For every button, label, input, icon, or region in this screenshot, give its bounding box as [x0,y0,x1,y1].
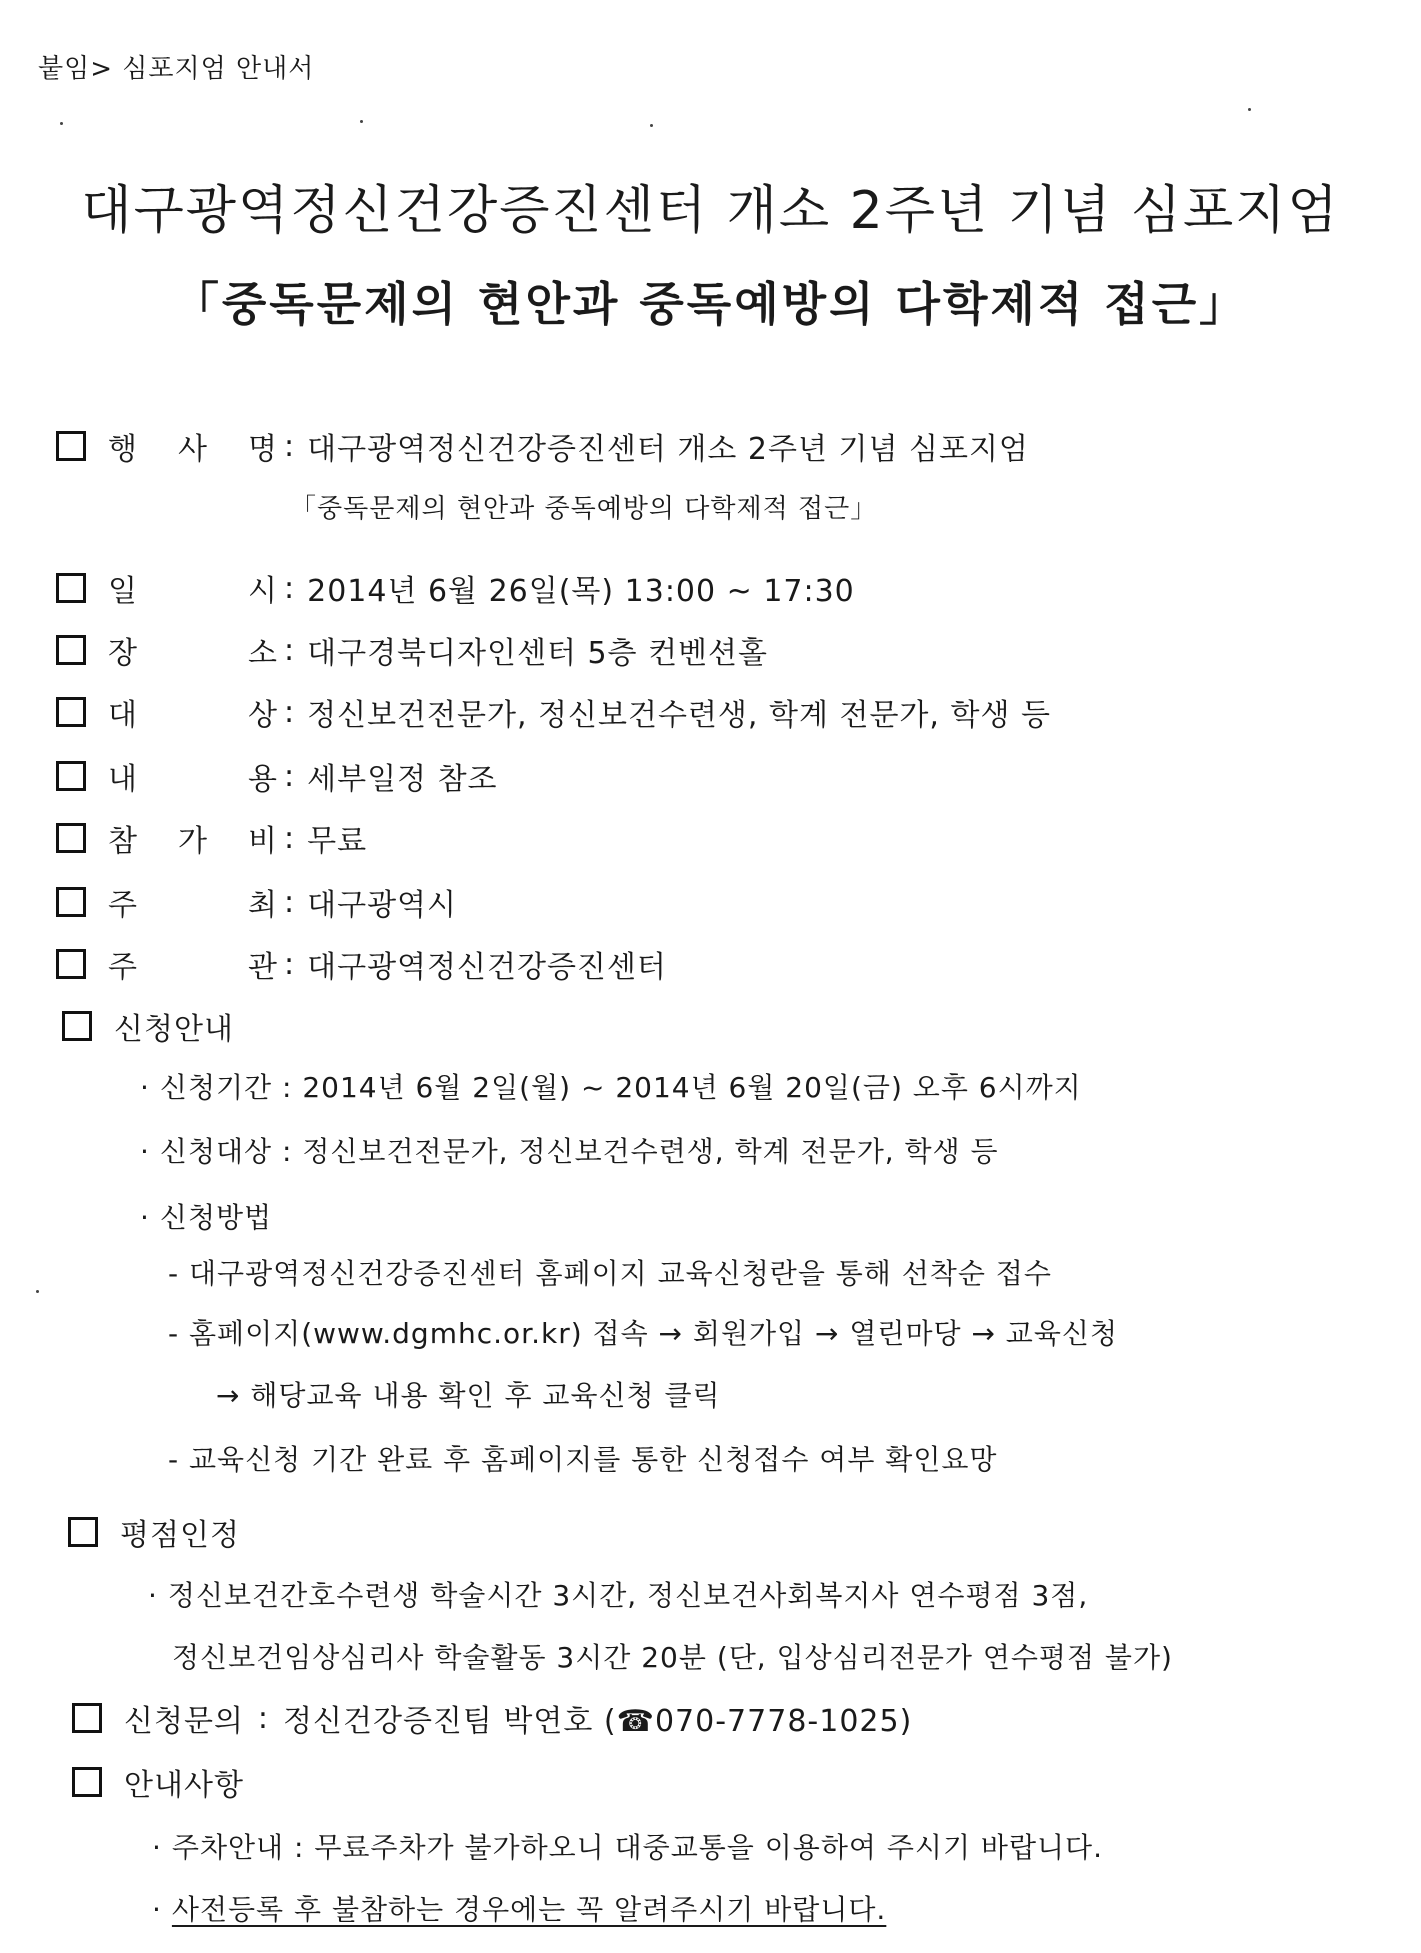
content-label [108,754,278,798]
colon: : [284,570,296,606]
apply-target-text: 신청대상 : 정신보건전문가, 정신보건수련생, 학계 전문가, 학생 등 [159,1135,999,1168]
venue-row [56,630,768,670]
bullet-dot-icon: · [152,1831,162,1864]
checkbox-square-icon [68,1517,98,1547]
credit-line-1-text: 정신보건간호수련생 학술시간 3시간, 정신보건사회복지사 연수평점 3점, [167,1579,1089,1612]
credit-line-2: 정신보건임상심리사 학술활동 3시간 20분 (단, 입상심리전문가 연수평점 불가) [172,1641,1173,1674]
content-row [56,756,498,796]
colon: : [284,884,296,920]
apply-method-heading [140,1196,272,1236]
credit-line-1 [148,1574,1088,1614]
document-subtitle: 「중독문제의 현안과 중독예방의 다학제적 접근」 [172,277,1249,331]
organizer-row [56,944,667,984]
checkbox-square-icon [72,1767,102,1797]
date-label [108,566,278,610]
organizer-value: 대구광역정신건강증진센터 [307,950,667,985]
label-char: 내 [108,762,138,797]
audience-row [56,692,1051,732]
apply-period [140,1066,1082,1106]
notice-line-2 [152,1888,886,1928]
apply-method-2: - 홈페이지(www.dgmhc.or.kr) 접속 → 회원가입 → 열린마당 → 교육신청 [168,1317,1118,1350]
label-char: 상 [248,698,278,733]
label-char: 행 [108,432,138,467]
inquiry-heading: 신청문의 [124,1704,244,1739]
notice-line-1 [152,1826,1103,1866]
attachment-label: 붙임> 심포지엄 안내서 [38,54,315,84]
scan-speck [650,124,653,127]
label-char: 용 [248,762,278,797]
label-char: 사 [178,432,208,467]
bullet-dot-icon: · [140,1135,150,1168]
colon: : [284,694,296,730]
content-value: 세부일정 참조 [307,762,498,797]
notice-heading-row [72,1762,244,1802]
colon: : [257,1700,270,1736]
apply-method-3: - 교육신청 기간 완료 후 홈페이지를 통한 신청접수 여부 확인요망 [168,1443,998,1476]
event-name-row [56,426,1029,466]
label-char: 관 [248,950,278,985]
checkbox-square-icon [56,635,86,665]
fee-label [108,816,278,860]
colon: : [284,758,296,794]
date-row [56,568,855,608]
label-char: 참 [108,824,138,859]
apply-heading: 신청안내 [114,1012,234,1047]
fee-row [56,818,367,858]
colon: : [284,632,296,668]
date-value: 2014년 6월 26일(목) 13:00 ~ 17:30 [307,574,855,609]
event-name-label [108,424,278,468]
label-char: 일 [108,574,138,609]
credit-heading-row [68,1512,240,1552]
document-title: 대구광역정신건강증진센터 개소 2주년 기념 심포지엄 [81,181,1340,241]
scan-speck [1248,108,1251,111]
apply-target [140,1130,999,1170]
venue-label [108,628,278,672]
checkbox-square-icon [56,949,86,979]
label-char: 장 [108,636,138,671]
label-char: 비 [248,824,278,859]
fee-value: 무료 [307,824,368,859]
inquiry-row [72,1698,912,1738]
checkbox-square-icon [56,887,86,917]
label-char: 주 [108,888,138,923]
event-name-value: 대구광역정신건강증진센터 개소 2주년 기념 심포지엄 [307,432,1029,467]
label-char: 가 [178,824,208,859]
venue-value: 대구경북디자인센터 5층 컨벤션홀 [307,636,768,671]
bullet-dot-icon: · [152,1893,162,1926]
bullet-dot-icon: · [140,1071,150,1104]
inquiry-value: 정신건강증진팀 박연호 (☎070-7778-1025) [283,1704,913,1739]
host-label [108,880,278,924]
checkbox-square-icon [62,1011,92,1041]
notice-heading: 안내사항 [124,1768,244,1803]
host-row [56,882,457,922]
apply-period-text: 신청기간 : 2014년 6월 2일(월) ~ 2014년 6월 20일(금) 오후 6시까지 [159,1071,1082,1104]
scan-speck [36,1290,39,1293]
label-char: 최 [248,888,278,923]
credit-heading: 평점인정 [120,1518,240,1553]
checkbox-square-icon [56,573,86,603]
scan-speck [360,120,363,123]
bullet-dot-icon: · [140,1201,150,1234]
label-char: 시 [248,574,278,609]
bullet-dot-icon: · [148,1579,158,1612]
checkbox-square-icon [72,1703,102,1733]
label-char: 대 [108,698,138,733]
apply-method-2b: → 해당교육 내용 확인 후 교육신청 클릭 [216,1379,721,1412]
label-char: 명 [248,432,278,467]
colon: : [284,820,296,856]
apply-method-1: - 대구광역정신건강증진센터 홈페이지 교육신청란을 통해 선착순 접수 [168,1257,1052,1290]
apply-heading-row [62,1006,234,1046]
checkbox-square-icon [56,697,86,727]
scan-speck [60,122,63,125]
apply-method-heading-text: 신청방법 [159,1201,273,1234]
audience-label [108,690,278,734]
notice-line-1-text: 주차안내 : 무료주차가 불가하오니 대중교통을 이용하여 주시기 바랍니다. [171,1831,1103,1864]
event-name-subtitle: 「중독문제의 현안과 중독예방의 다학제적 접근」 [290,494,878,524]
label-char: 주 [108,950,138,985]
colon: : [284,428,296,464]
label-char: 소 [248,636,278,671]
host-value: 대구광역시 [307,888,458,923]
colon: : [284,946,296,982]
notice-line-2-text: 사전등록 후 불참하는 경우에는 꼭 알려주시기 바랍니다. [171,1893,887,1926]
checkbox-square-icon [56,823,86,853]
organizer-label [108,942,278,986]
audience-value: 정신보건전문가, 정신보건수련생, 학계 전문가, 학생 등 [307,698,1051,733]
checkbox-square-icon [56,431,86,461]
checkbox-square-icon [56,761,86,791]
